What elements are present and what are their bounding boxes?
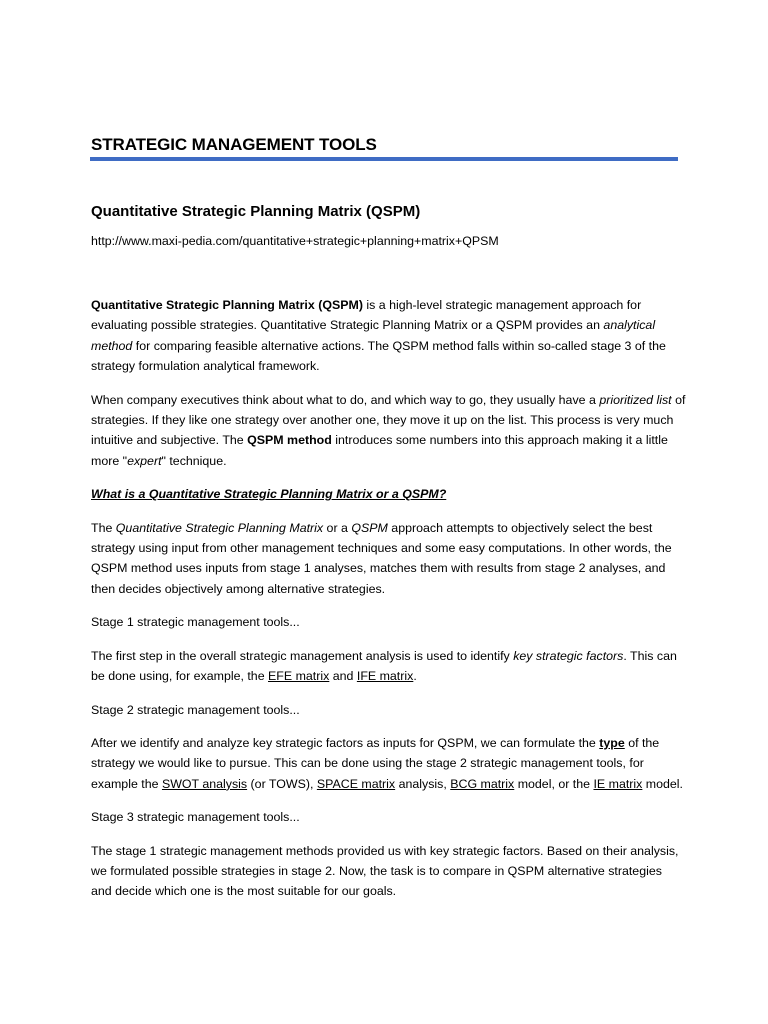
stage1-label: Stage 1 strategic management tools... [91, 615, 300, 630]
bcg-matrix-link[interactable]: BCG matrix [450, 776, 515, 791]
text-run: of strategies. If they like one strategy over another one, they move it up on the list. This process is very much intuitive and subjective. The [91, 392, 686, 448]
title-underline-rule [90, 157, 678, 161]
paragraph-stage2 [91, 733, 686, 794]
text-run: introduces some numbers into this approach making it a little more " [91, 433, 668, 468]
ife-matrix-link[interactable]: IFE matrix [356, 669, 414, 684]
text-run: . [413, 669, 417, 684]
paragraph-executives [91, 390, 686, 472]
page-title: STRATEGIC MANAGEMENT TOOLS [91, 135, 377, 154]
question-heading: What is a Quantitative Strategic Planning Matrix or a QSPM? [91, 487, 447, 502]
stage2-label: Stage 2 strategic management tools... [91, 702, 300, 717]
text-run: " technique. [161, 453, 227, 468]
text-run: model. [642, 776, 683, 791]
text-run: The first step in the overall strategic management analysis is used to identify [91, 648, 514, 663]
source-url: http://www.maxi-pedia.com/quantitative+strategic+planning+matrix+QPSM [91, 234, 499, 248]
italic-term: Quantitative Strategic Planning Matrix [115, 520, 324, 535]
text-run: After we identify and analyze key strategic factors as inputs for QSPM, we can formulate the [91, 735, 600, 750]
text-run: (or TOWS), [247, 776, 317, 791]
text-run: or a [323, 520, 352, 535]
italic-term: key strategic factors [513, 648, 624, 663]
paragraph-intro [91, 295, 686, 377]
text-run: for comparing feasible alternative actions. The QSPM method falls within so-called stage 3 of the strategy formulation analytical framework. [91, 338, 666, 374]
space-matrix-link[interactable]: SPACE matrix [316, 776, 396, 791]
italic-term: prioritized list [599, 392, 672, 407]
paragraph-stage3: The stage 1 strategic management methods provided us with key strategic factors. Based on their analysis, we formulated possible strategies in stage 2. Now, the task is to compare in QSPM alternative strategies and decide which one is the most suitable for our goals. [91, 843, 679, 899]
stage3-label: Stage 3 strategic management tools... [91, 810, 300, 825]
text-run: and [329, 669, 357, 684]
text-run: analysis, [395, 776, 451, 791]
text-run: When company executives think about what to do, and which way to go, they usually have a [91, 392, 600, 407]
paragraph-stage1 [91, 646, 686, 687]
text-run: model, or the [514, 776, 594, 791]
ie-matrix-link[interactable]: IE matrix [593, 776, 643, 791]
article-body [91, 295, 686, 915]
swot-analysis-link[interactable]: SWOT analysis [161, 776, 248, 791]
text-run: is a high-level strategic management approach for evaluating possible strategies. Quantitative Strategic Planning Matrix or a QSPM provides an [91, 298, 642, 333]
text-run: The [91, 520, 116, 535]
bold-term: Quantitative Strategic Planning Matrix (QSPM) [91, 298, 363, 312]
efe-matrix-link[interactable]: EFE matrix [268, 669, 330, 684]
bold-term: QSPM method [247, 433, 332, 448]
italic-term: QSPM [351, 520, 388, 535]
italic-term: analytical method [91, 318, 656, 353]
text-run: approach attempts to objectively select the best strategy using input from other management techniques and some easy computations. In other words, the QSPM method uses inputs from stage 1 analyses, matches them with results from stage 2 analyses, and then decides objectively among alternative strategies. [91, 520, 672, 596]
type-term: type [599, 735, 625, 750]
paragraph-approach [91, 518, 686, 600]
italic-term: expert [127, 453, 162, 468]
text-run: . This can be done using, for example, the [91, 648, 677, 684]
section-subtitle: Quantitative Strategic Planning Matrix (QSPM) [91, 203, 421, 220]
text-run: of the strategy we would like to pursue. This can be done using the stage 2 strategic management tools, for example the [91, 735, 660, 791]
